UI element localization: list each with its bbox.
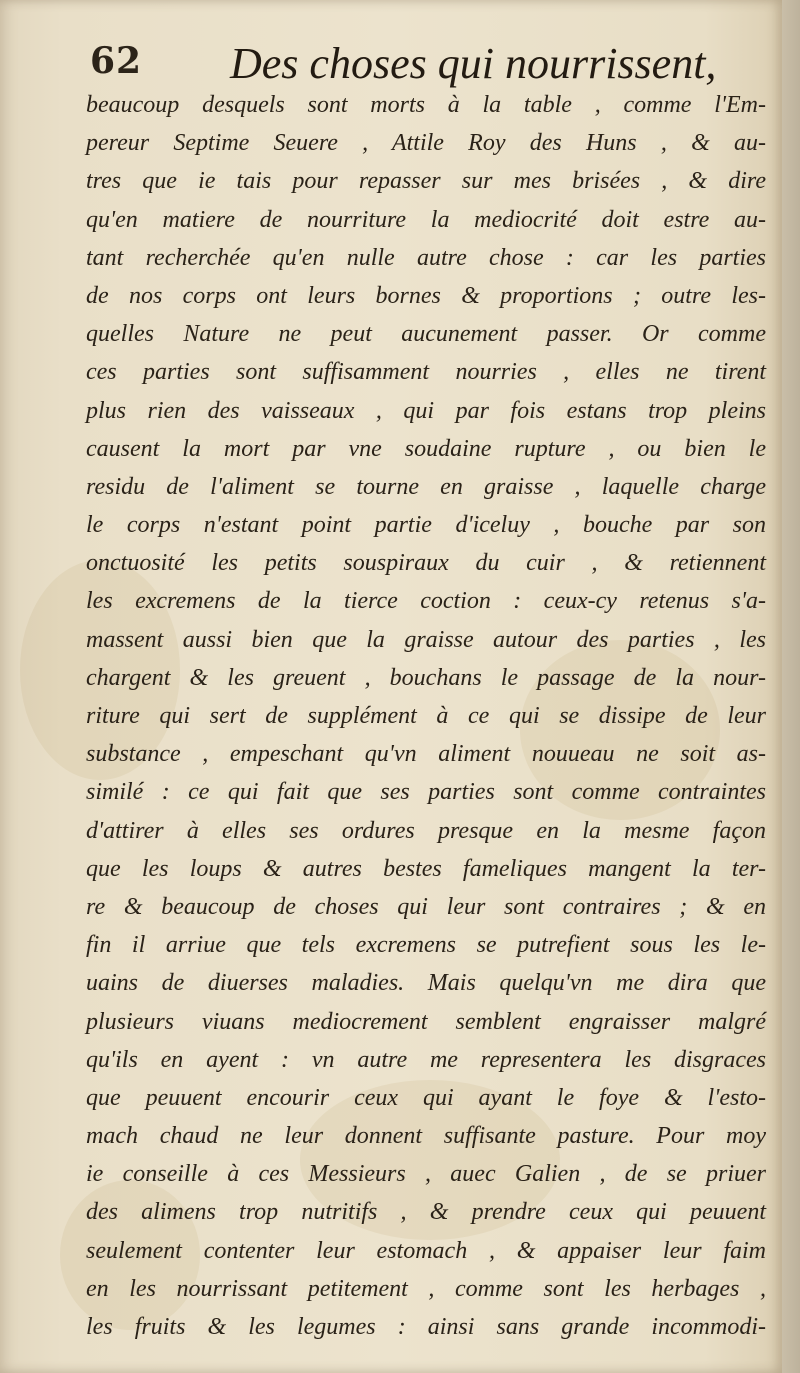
text-line: les excremens de la tierce coction : ceux-cy retenus s'a- bbox=[86, 588, 766, 615]
text-line: plusieurs viuans mediocrement semblent engraisser malgré bbox=[86, 1008, 766, 1035]
text-line: qu'ils en ayent : vn autre me representera les disgraces bbox=[86, 1046, 766, 1073]
text-line: tant recherchée qu'en nulle autre chose : car les parties bbox=[86, 244, 766, 271]
text-line: qu'en matiere de nourriture la mediocrité doit estre au- bbox=[86, 206, 766, 233]
text-line: residu de l'aliment se tourne en graisse , laquelle charge bbox=[86, 473, 766, 500]
text-line: ces parties sont suffisamment nourries , elles ne tirent bbox=[86, 359, 766, 386]
text-line: ie conseille à ces Messieurs , auec Galien , de se priuer bbox=[86, 1161, 766, 1188]
text-line: re & beaucoup de choses qui leur sont contraires ; & en bbox=[86, 893, 766, 920]
text-line: onctuosité les petits souspiraux du cuir , & retiennent bbox=[86, 550, 766, 577]
text-line: le corps n'estant point partie d'iceluy , bouche par son bbox=[86, 512, 766, 539]
text-line: beaucoup desquels sont morts à la table , comme l'Em- bbox=[86, 92, 766, 118]
text-line: chargent & les greuent , bouchans le passage de la nour- bbox=[86, 664, 766, 691]
body-text bbox=[86, 86, 766, 1346]
text-line: en les nourrissant petitement , comme sont les herbages , bbox=[86, 1275, 766, 1302]
text-line: substance , empeschant qu'vn aliment nouueau ne soit as- bbox=[86, 741, 766, 768]
text-line: les fruits & les legumes : ainsi sans grande incommodi- bbox=[86, 1314, 766, 1340]
text-line: riture qui sert de supplément à ce qui se dissipe de leur bbox=[86, 703, 766, 729]
text-line: seulement contenter leur estomach , & appaiser leur faim bbox=[86, 1237, 766, 1264]
text-line: tres que ie tais pour repasser sur mes brisées , & dire bbox=[86, 168, 766, 195]
text-line: plus rien des vaisseaux , qui par fois estans trop pleins bbox=[86, 397, 766, 424]
text-line: que les loups & autres bestes fameliques mangent la ter- bbox=[86, 855, 766, 882]
text-line: similé : ce qui fait que ses parties sont comme contraintes bbox=[86, 779, 766, 806]
text-line: massent aussi bien que la graisse autour des parties , les bbox=[86, 626, 766, 653]
page-edge bbox=[782, 0, 800, 1373]
text-line: causent la mort par vne soudaine rupture , ou bien le bbox=[86, 435, 766, 462]
text-line: quelles Nature ne peut aucunement passer. Or comme bbox=[86, 321, 766, 348]
page-number: 62 bbox=[90, 40, 143, 82]
text-line: pereur Septime Seuere , Attile Roy des Huns , & au- bbox=[86, 130, 766, 157]
running-head: Des choses qui nourrissent, bbox=[230, 39, 717, 88]
text-line: uains de diuerses maladies. Mais quelqu'vn me dira que bbox=[86, 970, 766, 997]
text-line: mach chaud ne leur donnent suffisante pasture. Pour moy bbox=[86, 1123, 766, 1150]
text-line: fin il arriue que tels excremens se putrefient sous les le- bbox=[86, 932, 766, 959]
text-line: des alimens trop nutritifs , & prendre ceux qui peuuent bbox=[86, 1199, 766, 1226]
text-line: que peuuent encourir ceux qui ayant le foye & l'esto- bbox=[86, 1084, 766, 1111]
text-line: de nos corps ont leurs bornes & proportions ; outre les- bbox=[86, 282, 766, 309]
text-line: d'attirer à elles ses ordures presque en la mesme façon bbox=[86, 817, 766, 844]
